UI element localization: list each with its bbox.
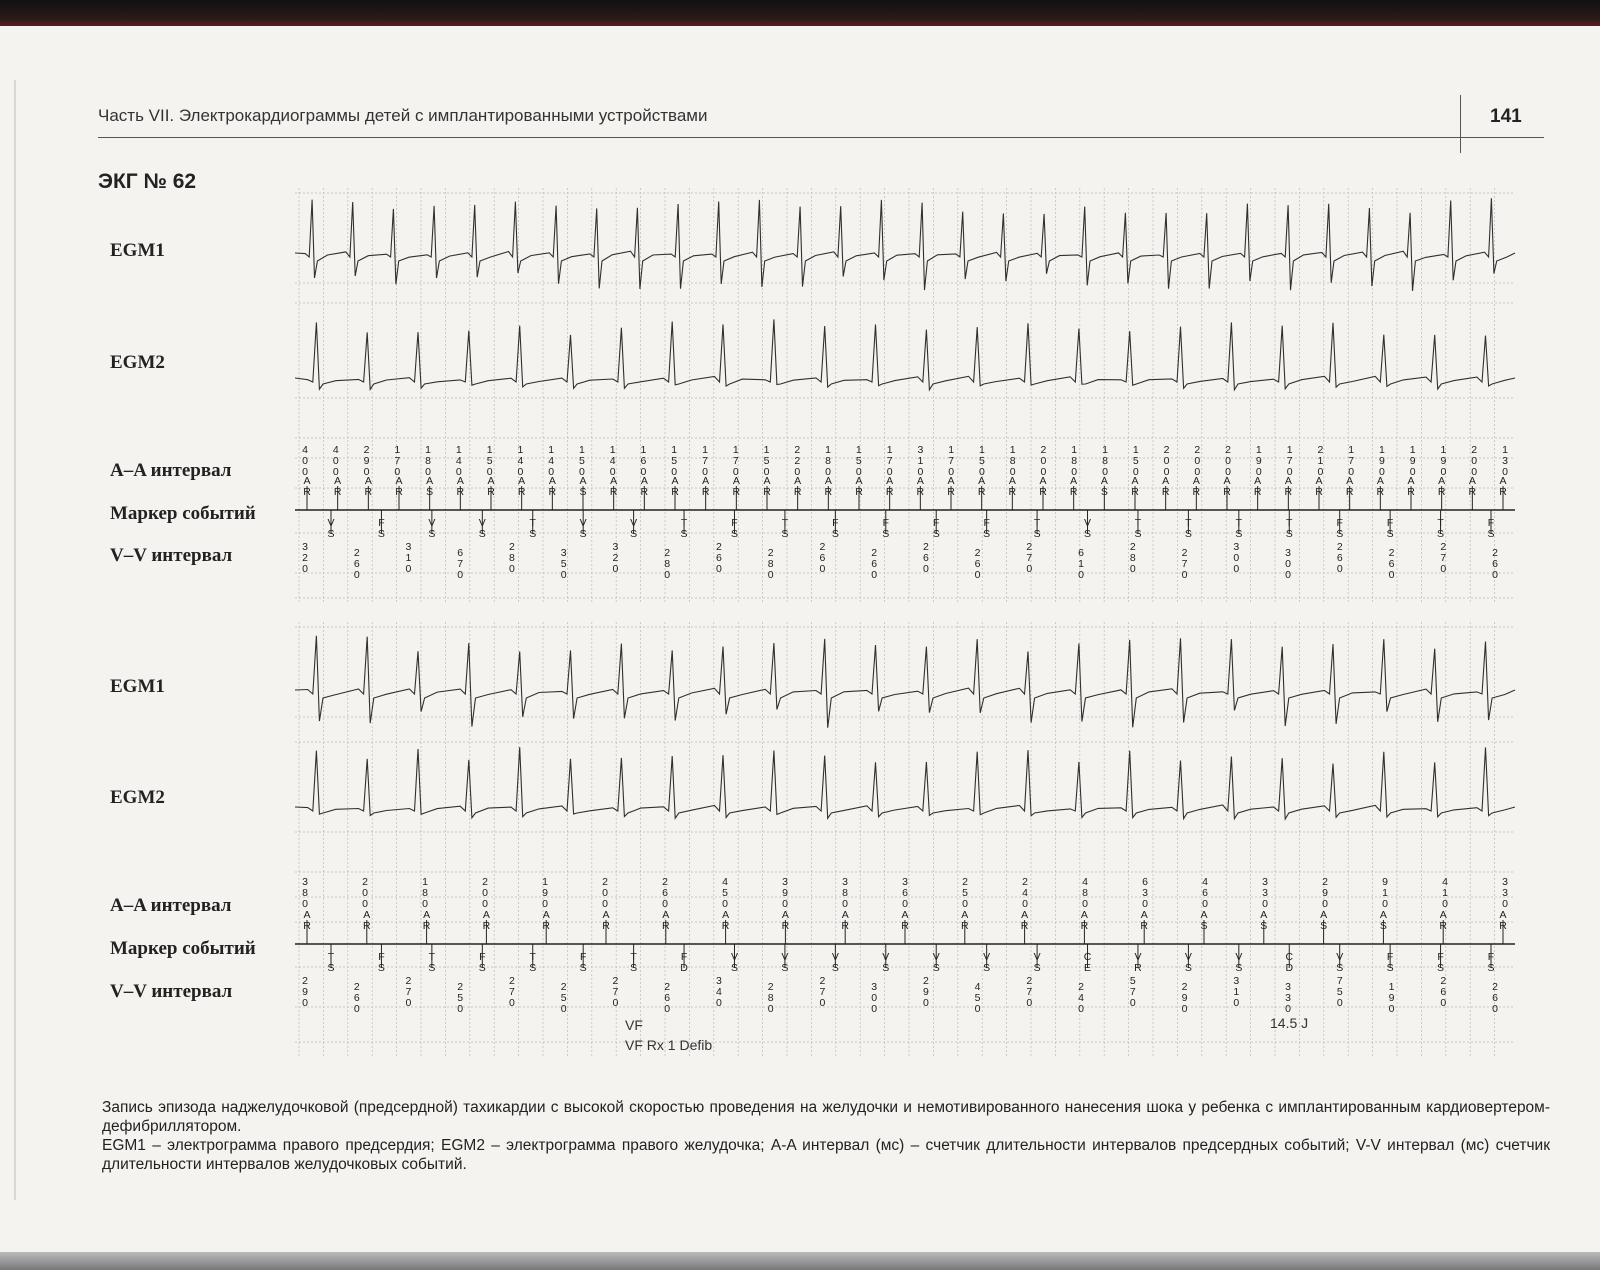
atrial-marker-label: A R	[701, 475, 710, 498]
ventricular-marker-label: T S	[1235, 517, 1243, 540]
atrial-marker-label: A R	[916, 475, 925, 498]
ventricular-marker-label: F S	[579, 951, 587, 974]
vv-value: 3 0 0	[1285, 547, 1291, 581]
aa-value: 1 4 0	[517, 444, 524, 478]
vv-value: 2 9 0	[1181, 981, 1188, 1015]
aa-value: 2 1 0	[1317, 444, 1324, 478]
atrial-marker-label: A R	[422, 909, 431, 932]
atrial-marker-label: A R	[721, 909, 730, 932]
strip2-markers-label: Маркер событий	[110, 938, 256, 959]
atrial-marker-label: A R	[855, 475, 863, 498]
atrial-marker-label: A R	[363, 909, 371, 932]
ventricular-marker-label: T S	[428, 951, 436, 974]
aa-value: 2 0 0	[1471, 444, 1478, 478]
strip2-vv-label: V–V интервал	[110, 981, 233, 1002]
aa-value: 2 9 0	[1322, 876, 1328, 910]
atrial-marker-label: A R	[1437, 475, 1446, 498]
aa-value: 1 7 0	[886, 444, 893, 478]
vv-value: 2 6 0	[974, 547, 981, 581]
aa-value: 1 5 0	[855, 444, 862, 478]
strip2-egm1-label: EGM1	[110, 676, 165, 697]
aa-value: 1 5 0	[979, 444, 985, 478]
aa-value: 2 0 0	[1040, 444, 1047, 478]
atrial-marker-label: A R	[517, 475, 526, 498]
aa-value: 1 7 0	[1286, 444, 1293, 478]
vf-annotation: VF	[625, 1017, 643, 1033]
aa-value: 2 0 0	[1194, 444, 1201, 478]
ventricular-marker-label: T S	[1437, 517, 1445, 540]
atrial-marker-label: A R	[1499, 909, 1507, 932]
aa-value: 2 2 0	[794, 444, 801, 478]
ventricular-marker-label: F S	[983, 517, 991, 540]
atrial-marker-label: A R	[395, 475, 403, 498]
vv-value: 2 4 0	[1078, 981, 1085, 1015]
vv-value: 1 9 0	[1388, 981, 1395, 1015]
vv-value: 5 7 0	[1129, 975, 1136, 1009]
atrial-marker-label: A R	[548, 475, 557, 498]
aa-value: 2 4 0	[1022, 876, 1028, 910]
atrial-marker-label: A R	[1315, 475, 1323, 498]
atrial-marker-label: A R	[732, 475, 741, 498]
strip1-ventricular-markers	[295, 510, 1515, 540]
atrial-marker-label: A R	[1223, 475, 1231, 498]
atrial-marker-label: A R	[1253, 475, 1262, 498]
ventricular-marker-label: V S	[1336, 951, 1344, 974]
atrial-marker-label: A S	[1200, 909, 1208, 932]
ventricular-marker-label: T S	[1285, 517, 1293, 540]
atrial-marker-label: A R	[542, 909, 550, 932]
atrial-marker-label: A S	[1260, 909, 1268, 932]
ventricular-marker-label: V S	[478, 517, 486, 540]
aa-value: 1 4 0	[455, 444, 462, 478]
page-top-edge	[0, 0, 1600, 26]
vv-value: 2 6 0	[1492, 547, 1498, 581]
vv-value: 2 6 0	[353, 547, 360, 581]
ventricular-marker-label: V S	[932, 951, 940, 974]
vv-value: 2 6 0	[664, 981, 671, 1015]
ventricular-marker-label: T S	[1184, 517, 1192, 540]
aa-value: 3 8 0	[842, 876, 848, 910]
vv-value: 2 5 0	[560, 981, 567, 1015]
atrial-marker-label: A S	[426, 475, 434, 498]
vv-value: 2 8 0	[509, 541, 515, 575]
atrial-marker-label: A S	[1379, 909, 1387, 932]
aa-value: 4 5 0	[722, 876, 728, 910]
atrial-marker-label: A R	[1069, 475, 1078, 498]
ventricular-marker-label: F S	[730, 517, 738, 540]
vv-value: 6 1 0	[1078, 547, 1085, 581]
ventricular-marker-label: T S	[1033, 517, 1041, 540]
vv-value: 2 6 0	[1440, 975, 1447, 1009]
atrial-marker-label: A S	[1320, 909, 1328, 932]
aa-value: 2 9 0	[363, 444, 370, 478]
header-rule	[98, 137, 1544, 138]
aa-value: 1 7 0	[394, 444, 401, 478]
aa-value: 1 8 0	[422, 876, 428, 910]
strip2-egm2-trace	[295, 747, 1515, 819]
aa-value: 2 6 0	[662, 876, 668, 910]
ventricular-marker-label: V S	[428, 517, 436, 540]
strip2-grid	[295, 622, 1515, 1057]
atrial-marker-label: A R	[609, 475, 618, 498]
aa-value: 6 3 0	[1142, 876, 1148, 910]
ventricular-marker-label: F S	[932, 517, 940, 540]
ventricular-marker-label: F S	[377, 951, 385, 974]
vv-value: 6 7 0	[457, 547, 464, 581]
aa-value: 3 9 0	[782, 876, 788, 910]
strip1-egm2-label: EGM2	[110, 352, 165, 373]
ventricular-marker-label: V S	[730, 951, 738, 974]
ventricular-marker-label: V S	[327, 517, 335, 540]
ventricular-marker-label: F S	[1336, 517, 1344, 540]
vv-value: 2 7 0	[509, 975, 515, 1009]
running-header: Часть VII. Электрокардиограммы детей с имплантированными устройствами	[98, 106, 708, 125]
aa-value: 1 9 0	[542, 876, 548, 910]
vv-value: 2 8 0	[1129, 541, 1136, 575]
atrial-marker-label: A R	[487, 475, 495, 498]
aa-value: 1 6 0	[640, 444, 647, 478]
ventricular-marker-label: V S	[579, 517, 587, 540]
vv-value: 2 8 0	[767, 981, 774, 1015]
aa-value: 3 1 0	[917, 444, 924, 478]
atrial-marker-label: A R	[1140, 909, 1148, 932]
strip2-ventricular-markers	[295, 944, 1515, 974]
aa-value: 1 5 0	[671, 444, 678, 478]
ventricular-marker-label: T S	[327, 951, 335, 974]
ventricular-marker-label: F S	[1487, 951, 1495, 974]
atrial-marker-label: A R	[977, 475, 986, 498]
atrial-marker-label: A R	[1407, 475, 1415, 498]
atrial-marker-label: A R	[841, 909, 849, 932]
atrial-marker-label: A R	[1345, 475, 1354, 498]
caption-line-1: Запись эпизода наджелудочковой (предсердной) тахикардии с высокой скоростью проведения на желудочки и немотивированного нанесения шока у ребенка с имплантированным кардиовертером-дефибриллятором.	[102, 1099, 1550, 1135]
ventricular-marker-label: T S	[680, 517, 688, 540]
atrial-marker-label: A R	[602, 909, 610, 932]
atrial-marker-label: A R	[364, 475, 373, 498]
atrial-marker-label: A R	[1039, 475, 1047, 498]
ventricular-marker-label: F S	[1386, 517, 1394, 540]
aa-value: 4 0 0	[332, 444, 339, 478]
vv-value: 2 9 0	[302, 975, 308, 1009]
vv-value: 2 7 0	[1181, 547, 1188, 581]
atrial-marker-label: A S	[1100, 475, 1108, 498]
atrial-marker-label: A R	[303, 475, 311, 498]
strip2-egm2-label: EGM2	[110, 787, 165, 808]
page-number: 141	[1490, 106, 1522, 127]
ventricular-marker-label: V S	[831, 951, 839, 974]
vv-value: 3 5 0	[560, 547, 567, 581]
strip1-markers-label: Маркер событий	[110, 503, 256, 524]
strip2-atrial-markers	[303, 909, 1507, 944]
aa-value: 2 0 0	[1163, 444, 1170, 478]
vv-value: 2 7 0	[1440, 541, 1447, 575]
ventricular-marker-label: T S	[529, 951, 537, 974]
atrial-marker-label: A R	[662, 909, 670, 932]
atrial-marker-label: A R	[671, 475, 679, 498]
aa-value: 2 0 0	[482, 876, 488, 910]
atrial-marker-label: A R	[793, 475, 802, 498]
atrial-marker-label: A S	[579, 475, 587, 498]
strip2-annotations	[625, 1015, 1308, 1053]
strip1-atrial-markers	[303, 475, 1507, 510]
aa-value: 1 7 0	[732, 444, 739, 478]
strip1-aa-label: A–A интервал	[110, 460, 232, 481]
aa-value: 1 5 0	[579, 444, 585, 478]
strip1-grid	[295, 188, 1515, 603]
strip2-aa-values	[302, 876, 1508, 910]
atrial-marker-label: A R	[763, 475, 771, 498]
ventricular-marker-label: C D	[1285, 951, 1294, 974]
vv-value: 2 7 0	[1026, 541, 1033, 575]
vv-value: 2 7 0	[612, 975, 619, 1009]
strip1-egm2-trace	[295, 319, 1515, 389]
atrial-marker-label: A R	[824, 475, 833, 498]
vv-value: 2 6 0	[1492, 981, 1498, 1015]
aa-value: 1 9 0	[1255, 444, 1262, 478]
aa-value: 1 7 0	[702, 444, 708, 478]
strip1-egm1-label: EGM1	[110, 240, 165, 261]
ventricular-marker-label: F S	[831, 517, 839, 540]
aa-value: 1 5 0	[1132, 444, 1139, 478]
vv-value: 3 1 0	[1233, 975, 1240, 1009]
ventricular-marker-label: F D	[680, 951, 688, 974]
aa-value: 1 4 0	[548, 444, 555, 478]
vv-value: 4 5 0	[974, 981, 981, 1015]
caption-line-2: EGM1 – электрограмма правого предсердия; EGM2 – электрограмма правого желудочка; A-A интервал (мс) – счетчик длительности интервалов предсердных событий; V-V интервал (мс) счетчик длительности интервалов желудочковых событий.	[102, 1137, 1550, 1173]
aa-value: 3 3 0	[1262, 876, 1268, 910]
atrial-marker-label: A R	[1008, 475, 1017, 498]
vv-value: 2 5 0	[457, 981, 464, 1015]
ventricular-marker-label: C E	[1083, 951, 1092, 974]
atrial-marker-label: A R	[1376, 475, 1385, 498]
atrial-marker-label: A R	[303, 909, 311, 932]
atrial-marker-label: A R	[1499, 475, 1507, 498]
vv-value: 2 6 0	[922, 541, 929, 575]
strip1-vv-label: V–V интервал	[110, 545, 233, 566]
atrial-marker-label: A R	[456, 475, 465, 498]
ventricular-marker-label: V S	[781, 951, 789, 974]
book-binding-shadow	[14, 80, 22, 1200]
ventricular-marker-label: V S	[630, 517, 638, 540]
atrial-marker-label: A R	[1020, 909, 1029, 932]
header-divider	[1460, 95, 1461, 153]
ventricular-marker-label: F S	[1437, 951, 1445, 974]
shock-energy-annotation: 14.5 J	[1270, 1015, 1309, 1031]
aa-value: 2 0 0	[1225, 444, 1231, 478]
aa-value: 9 1 0	[1382, 876, 1388, 910]
atrial-marker-label: A R	[333, 475, 342, 498]
aa-value: 1 3 0	[1502, 444, 1508, 478]
ecg-strip-1	[295, 188, 1530, 608]
strip2-egm1-trace	[295, 636, 1515, 728]
aa-value: 3 8 0	[302, 876, 308, 910]
vv-value: 2 8 0	[767, 547, 774, 581]
aa-value: 3 6 0	[902, 876, 908, 910]
ventricular-marker-label: T S	[630, 951, 638, 974]
atrial-marker-label: A R	[901, 909, 909, 932]
aa-value: 1 9 0	[1379, 444, 1385, 478]
ventricular-marker-label: T S	[781, 517, 789, 540]
ecg-strip-2	[295, 622, 1530, 1062]
vv-value: 3 0 0	[871, 981, 878, 1015]
atrial-marker-label: A R	[885, 475, 894, 498]
ventricular-marker-label: T S	[529, 517, 537, 540]
atrial-marker-label: A R	[640, 475, 649, 498]
aa-value: 4 6 0	[1202, 876, 1208, 910]
vv-value: 2 7 0	[1026, 975, 1033, 1009]
vv-value: 2 6 0	[1336, 541, 1343, 575]
aa-value: 4 8 0	[1082, 876, 1088, 910]
aa-value: 3 3 0	[1502, 876, 1508, 910]
vv-value: 3 0 0	[1233, 541, 1240, 575]
aa-value: 4 1 0	[1442, 876, 1448, 910]
aa-value: 1 9 0	[1440, 444, 1447, 478]
vv-value: 7 5 0	[1336, 975, 1343, 1009]
aa-value: 1 8 0	[1102, 444, 1108, 478]
atrial-marker-label: A R	[1439, 909, 1447, 932]
aa-value: 1 7 0	[948, 444, 955, 478]
vv-value: 2 7 0	[405, 975, 412, 1009]
vv-value: 2 9 0	[922, 975, 929, 1009]
ventricular-marker-label: V R	[1134, 951, 1142, 974]
atrial-marker-label: A R	[1468, 475, 1477, 498]
aa-value: 1 4 0	[609, 444, 616, 478]
aa-value: 2 0 0	[362, 876, 368, 910]
vv-value: 3 1 0	[405, 541, 412, 575]
ecg-title: ЭКГ № 62	[98, 170, 197, 193]
vv-value: 2 6 0	[715, 541, 722, 575]
aa-value: 1 8 0	[1071, 444, 1078, 478]
vv-value: 3 2 0	[302, 541, 308, 575]
strip2-aa-label: A–A интервал	[110, 895, 232, 916]
ventricular-marker-label: V S	[1084, 517, 1092, 540]
ventricular-marker-label: F S	[478, 951, 486, 974]
atrial-marker-label: A R	[781, 909, 790, 932]
atrial-marker-label: A R	[1284, 475, 1293, 498]
atrial-marker-label: A R	[947, 475, 955, 498]
atrial-marker-label: A R	[1192, 475, 1201, 498]
strip1-aa-values	[302, 444, 1508, 478]
vv-value: 3 2 0	[612, 541, 619, 575]
figure-caption	[102, 1098, 1550, 1174]
vv-value: 2 6 0	[871, 547, 878, 581]
strip1-vv-values	[302, 541, 1498, 581]
ventricular-marker-label: V S	[1184, 951, 1192, 974]
vv-value: 3 4 0	[715, 975, 722, 1009]
aa-value: 1 9 0	[1409, 444, 1416, 478]
aa-value: 1 5 0	[486, 444, 493, 478]
ventricular-marker-label: F S	[882, 517, 890, 540]
aa-value: 2 5 0	[962, 876, 968, 910]
strip1-egm1-trace	[295, 198, 1515, 291]
vv-value: 2 6 0	[1388, 547, 1395, 581]
aa-value: 1 8 0	[425, 444, 431, 478]
ventricular-marker-label: V S	[1033, 951, 1041, 974]
atrial-marker-label: A R	[482, 909, 491, 932]
aa-value: 1 7 0	[1348, 444, 1355, 478]
vf-rx-annotation: VF Rx 1 Defib	[625, 1037, 713, 1053]
vv-value: 2 6 0	[819, 541, 826, 575]
strip2-vv-values	[302, 975, 1498, 1015]
ventricular-marker-label: V S	[983, 951, 991, 974]
ventricular-marker-label: T S	[1134, 517, 1142, 540]
atrial-marker-label: A R	[1131, 475, 1139, 498]
vv-value: 3 3 0	[1285, 981, 1291, 1015]
aa-value: 1 8 0	[825, 444, 831, 478]
ventricular-marker-label: V S	[1235, 951, 1243, 974]
ventricular-marker-label: F S	[1487, 517, 1495, 540]
ventricular-marker-label: F S	[1386, 951, 1394, 974]
atrial-marker-label: A R	[961, 909, 969, 932]
vv-value: 2 6 0	[353, 981, 360, 1015]
atrial-marker-label: A R	[1161, 475, 1170, 498]
aa-value: 4 0 0	[302, 444, 308, 478]
aa-value: 2 0 0	[602, 876, 608, 910]
aa-value: 1 8 0	[1009, 444, 1016, 478]
ventricular-marker-label: V S	[882, 951, 890, 974]
ventricular-marker-label: F S	[377, 517, 385, 540]
atrial-marker-label: A R	[1080, 909, 1089, 932]
page-bottom-edge	[0, 1252, 1600, 1270]
vv-value: 2 8 0	[664, 547, 671, 581]
aa-value: 1 5 0	[763, 444, 770, 478]
vv-value: 2 7 0	[819, 975, 826, 1009]
